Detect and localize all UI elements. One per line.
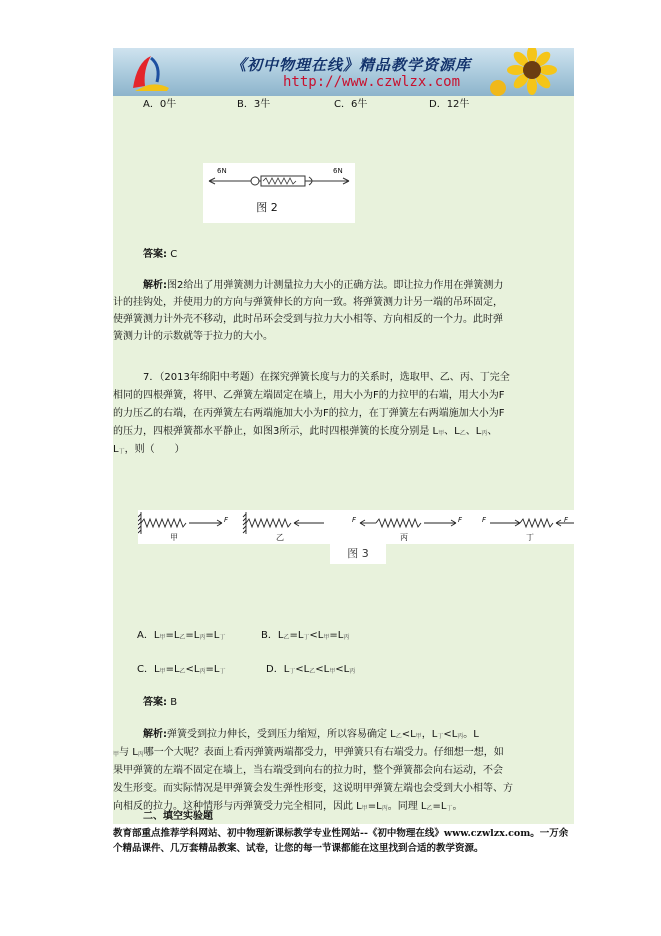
- banner-title: 《初中物理在线》精品教学资源库: [231, 56, 472, 74]
- site-logo-icon: [127, 52, 173, 92]
- q6-analysis-line3: 使弹簧测力计外壳不移动，此时吊环会受到与拉力大小相等、方向相反的一个力。此时弹: [113, 314, 503, 325]
- q7-answer-value: B: [170, 697, 178, 708]
- fig3-force-4: F: [482, 516, 487, 524]
- q7-line3: 的力压乙的右端，在丙弹簧左右两端施加大小为F的拉力，在丁弹簧左右两端施加大小为F: [113, 408, 505, 419]
- fig3-label-yi: 乙: [276, 533, 284, 542]
- fig3-force-5: F: [564, 516, 569, 524]
- site-banner: [113, 48, 574, 96]
- q7-analysis-line3: 果甲弹簧的左端不固定在墙上，当右端受到向右的拉力时，整个弹簧都会向右运动，不会: [113, 765, 503, 776]
- q6-analysis-label: 解析:: [143, 280, 167, 291]
- q6-answer: [143, 246, 177, 264]
- fig2-right-force: 6N: [333, 167, 343, 175]
- q7-analysis-line2: $_甲$与 $L_丙$哪一个大呢？表面上看丙弹簧两端都受力，甲弹簧只有右端受力。仔细想一想，如: [113, 747, 504, 758]
- figure-2: [203, 163, 355, 223]
- q6-option-d: D．12牛: [429, 99, 470, 110]
- q7-option-b: B．$L_乙=L_丁<L_甲=L_丙$: [261, 630, 350, 641]
- q7-answer: [143, 694, 177, 712]
- banner-url[interactable]: http://www.czwlzx.com: [283, 74, 461, 90]
- fig3-label-jia: 甲: [170, 533, 178, 542]
- q7-analysis-line5: 向相反的拉力。这种情形与丙弹簧受力完全相同，因此 $L_甲=L_丙$。同理 $L_乙=L_丁$。: [113, 801, 463, 812]
- q7-analysis-line1: 解析:弹簧受到拉力伸长，受到压力缩短，所以容易确定 $L_乙<L_甲$，$L_丁<L_丙$。L: [143, 729, 479, 740]
- fig3-label-bing: 丙: [400, 533, 408, 542]
- q7-line2: 相同的四根弹簧，将甲、乙弹簧左端固定在墙上，用大小为F的力拉甲的右端，用大小为F: [113, 390, 505, 401]
- q7-line4: 的压力，四根弹簧都水平静止，如图3所示，此时四根弹簧的长度分别是 $L_甲$、$L_乙$、$L_丙$、: [113, 426, 498, 437]
- footer: [113, 826, 583, 856]
- q7-analysis-line4: 发生形变。而实际情况是甲弹簧会发生弹性形变，这说明甲弹簧左端也会受到大小相等、方: [113, 783, 513, 794]
- q6-answer-value: C: [170, 249, 178, 260]
- fig3-force-1: F: [224, 516, 229, 524]
- q6-analysis-line2: 计的挂钩处，并使用力的方向与弹簧伸长的方向一致。将弹簧测力计另一端的吊环固定，: [113, 297, 503, 308]
- q7-line1: 7．（2013年绵阳中考题）在探究弹簧长度与力的关系时，选取甲、乙、丙、丁完全: [143, 372, 510, 383]
- footer-line1: 教育部重点推荐学科网站、初中物理新课标教学专业性网站--《初中物理在线》www.czwlzx.com。一万余: [113, 828, 569, 839]
- sunflower-icon: [488, 48, 568, 96]
- fig2-caption: 图 2: [256, 201, 278, 214]
- figure-3: [138, 510, 574, 544]
- fig3-force-2: F: [352, 516, 357, 524]
- section-2-title: 二、填空实验题: [143, 811, 213, 822]
- q7-analysis-label: 解析:: [143, 729, 167, 740]
- q6-option-b: B．3牛: [237, 99, 271, 110]
- q6-option-c: C．6牛: [334, 99, 368, 110]
- spring-balance-diagram: [203, 173, 355, 189]
- fig3-label-ding: 丁: [526, 533, 534, 542]
- q6-analysis-line1: 解析:图2给出了用弹簧测力计测量拉力大小的正确方法。即让拉力作用在弹簧测力: [143, 280, 504, 291]
- q6-option-a: A．0牛: [143, 99, 177, 110]
- fig2-left-force: 6N: [217, 167, 227, 175]
- fig3-caption: 图 3: [330, 544, 386, 564]
- q7-option-c: C．$L_甲=L_乙<L_丙=L_丁$: [137, 664, 226, 675]
- q6-analysis-line4: 簧测力计的示数就等于拉力的大小。: [113, 331, 273, 342]
- q7-line5: $L_丁$，则（ ）: [113, 444, 185, 455]
- q7-option-a: A．$L_甲=L_乙=L_丙=L_丁$: [137, 630, 226, 641]
- q7-answer-label: 答案:: [143, 697, 167, 708]
- q7-option-d: D．$L_丁<L_乙<L_甲<L_丙$: [266, 664, 356, 675]
- page-content: [113, 96, 574, 824]
- footer-line2: 个精品课件、几万套精品教案、试卷，让您的每一节课都能在这里找到合适的教学资源。: [113, 843, 484, 854]
- fig3-force-3: F: [458, 516, 463, 524]
- q6-answer-label: 答案:: [143, 249, 167, 260]
